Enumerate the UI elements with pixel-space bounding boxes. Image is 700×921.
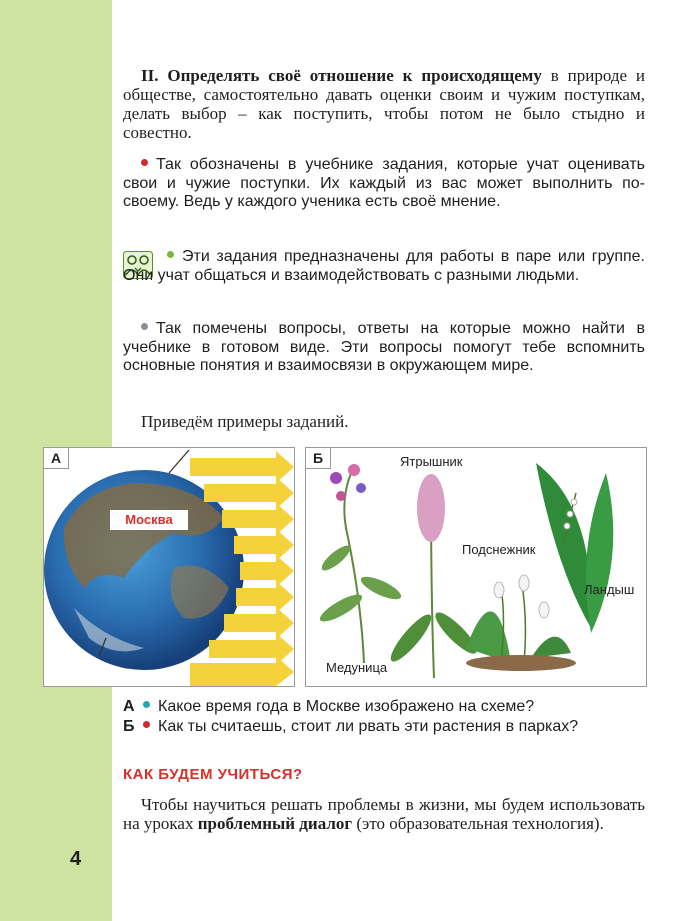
section-ii-paragraph bbox=[123, 66, 645, 142]
figure-a-globe bbox=[43, 447, 295, 687]
marker-gray-text: Так помечены вопросы, ответы на которые можно найти в учебнике в готовом виде. Эти вопросы помогут тебе вспомнить основные понятия и взаимосвязи в окружающем мире. bbox=[123, 320, 645, 374]
red-dot-icon bbox=[141, 159, 148, 166]
plants-illustration bbox=[306, 448, 646, 686]
green-dot-icon bbox=[167, 251, 174, 258]
learn-heading: КАК БУДЕМ УЧИТЬСЯ? bbox=[123, 766, 303, 783]
question-b bbox=[123, 718, 645, 736]
question-a-text: Какое время года в Москве изображено на схеме? bbox=[158, 698, 535, 715]
examples-intro: Приведём примеры заданий. bbox=[141, 412, 349, 431]
marker-green-paragraph bbox=[123, 248, 645, 285]
learn-bold: проблемный диалог bbox=[197, 814, 353, 833]
section-ii-heading: II. Определять своё отношение к происходящему bbox=[141, 66, 542, 85]
label-yatryshnik: Ятрышник bbox=[400, 454, 463, 469]
section-ii-text: в природе и обществе, самостоятельно давать оценки своим и чужим поступкам, делать выбор – как поступить, чтобы потом не было стыдно и совестно. bbox=[123, 66, 646, 142]
figure-b-plants bbox=[305, 447, 647, 687]
figure-b-letter: Б bbox=[306, 448, 331, 469]
figure-a-letter: А bbox=[44, 448, 69, 469]
learn-paragraph bbox=[123, 795, 645, 833]
learn-text-after: (это образовательная технология). bbox=[352, 814, 604, 833]
gray-dot-icon bbox=[141, 323, 148, 330]
marker-green-text: Эти задания предназначены для работы в паре или группе. Они учат общаться и взаимодействовать с разными людьми. bbox=[123, 248, 645, 284]
marker-red-paragraph bbox=[123, 156, 645, 212]
marker-red-text: Так обозначены в учебнике задания, которые учат оценивать свои и чужие поступки. Их каждый из вас может выполнить по-своему. Ведь у каждого ученика есть своё мнение. bbox=[123, 156, 645, 210]
moscow-label: Москва bbox=[110, 510, 188, 530]
question-a-letter: А bbox=[123, 698, 135, 715]
question-b-letter: Б bbox=[123, 718, 135, 735]
label-podsnezhnik: Подснежник bbox=[462, 542, 536, 557]
teal-dot-icon bbox=[143, 701, 150, 708]
question-a bbox=[123, 698, 645, 716]
red-dot-icon bbox=[143, 721, 150, 728]
learn-text-before: Чтобы научиться решать проблемы в жизни, мы будем использовать на уроках bbox=[123, 795, 645, 833]
globe-illustration bbox=[44, 448, 294, 686]
marker-gray-paragraph bbox=[123, 320, 645, 376]
page-number: 4 bbox=[70, 848, 82, 870]
label-medunitsa: Медуница bbox=[326, 660, 388, 675]
label-landysh: Ландыш bbox=[584, 582, 635, 597]
question-b-text: Как ты считаешь, стоит ли рвать эти растения в парках? bbox=[158, 718, 579, 735]
